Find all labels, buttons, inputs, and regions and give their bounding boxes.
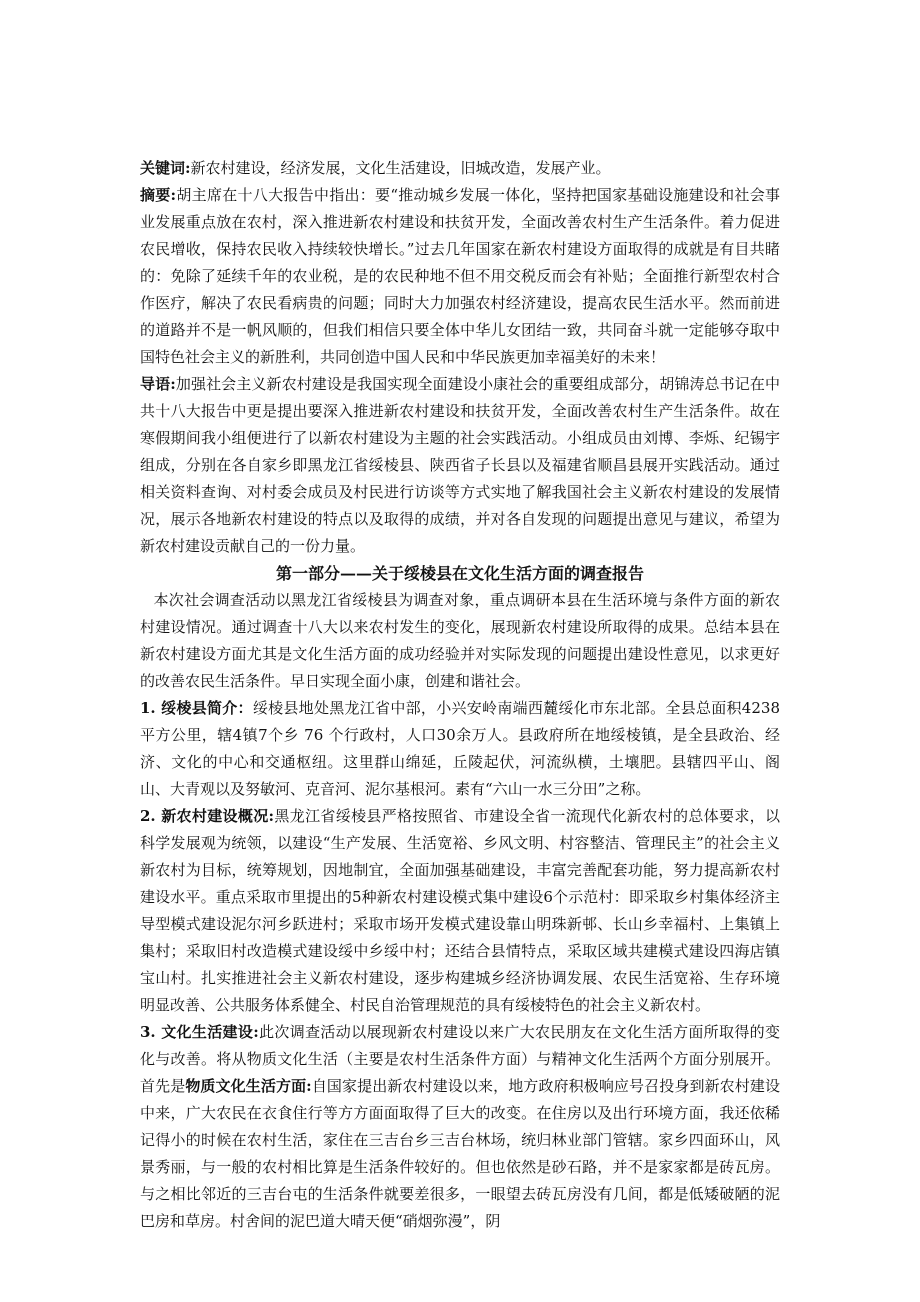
intro-label: 导语:: [140, 375, 176, 393]
county-intro-paragraph: [140, 695, 780, 803]
cultural-life-paragraph: [140, 1019, 780, 1235]
construction-overview-label: 2. 新农村建设概况:: [140, 807, 275, 825]
county-intro-label: 1. 绥棱县简介：: [140, 699, 253, 717]
keywords-paragraph: [140, 155, 780, 182]
keywords-label: 关键词:: [140, 159, 191, 177]
material-life-phrase: 物质文化生活方面:: [185, 1077, 312, 1095]
intro-text: 加强社会主义新农村建设是我国实现全面建设小康社会的重要组成部分，胡锦涛总书记在中共十八大报告中更是提出要深入推进新农村建设和扶贫开发，全面改善农村生产生活条件。故在寒假期间我小组便进行了以新农村建设为主题的社会实践活动。小组成员由刘博、李烁、纪锡宇组成，分别在各自家乡即黑龙江省绥棱县、陕西省子长县以及福建省顺昌县展开实践活动。通过相关资料查询、对村委会成员及村民进行访谈等方式实地了解我国社会主义新农村建设的发展情况，展示各地新农村建设的特点以及取得的成绩，并对各自发现的问题提出意见与建议，希望为新农村建设贡献自己的一份力量。: [140, 375, 780, 555]
cultural-life-label: 3. 文化生活建设:: [140, 1023, 259, 1041]
intro-paragraph: [140, 371, 780, 560]
keywords-text: 新农村建设，经济发展，文化生活建设，旧城改造，发展产业。: [190, 159, 611, 177]
section-lead-paragraph: 本次社会调查活动以黑龙江省绥棱县为调查对象，重点调研本县在生活环境与条件方面的新农村建设情况。通过调查十八大以来农村发生的变化，展现新农村建设所取得的成果。总结本县在新农村建设方面尤其是文化生活方面的成功经验并对实际发现的问题提出建设性意见，以求更好的改善农民生活条件。早日实现全面小康，创建和谐社会。: [140, 591, 780, 690]
abstract-label: 摘要:: [140, 186, 177, 204]
construction-overview-text: 黑龙江省绥棱县严格按照省、市建设全省一流现代化新农村的总体要求，以科学发展观为统领，以建设“生产发展、生活宽裕、乡风文明、村容整洁、管理民主”的社会主义新农村为目标，统筹规划，因地制宜，全面加强基础建设，丰富完善配套功能，努力提高新农村建设水平。重点采取市里提出的5种新农村建设模式集中建设6个示范村：即采取乡村集体经济主导型模式建设泥尔河乡跃进村；采取市场开发模式建设靠山明珠新邨、长山乡幸福村、上集镇上集村；采取旧村改造模式建设绥中乡绥中村；还结合县情特点，采取区域共建模式建设四海店镇宝山村。扎实推进社会主义新农村建设，逐步构建城乡经济协调发展、农民生活宽裕、生存环境明显改善、公共服务体系健全、村民自治管理规范的具有绥棱特色的社会主义新农村。: [140, 807, 780, 1014]
document-page: [140, 155, 780, 1235]
cultural-life-text-b: 自国家提出新农村建设以来，地方政府积极响应号召投身到新农村建设中来，广大农民在衣食住行等方方面面取得了巨大的改变。在住房以及出行环境方面，我还依稀记得小的时候在农村生活，家住在三吉台乡三吉台林场，统归林业部门管辖。家乡四面环山，风景秀丽，与一般的农村相比算是生活条件较好的。但也依然是砂石路，并不是家家都是砖瓦房。与之相比邻近的三吉台屯的生活条件就要差很多，一眼望去砖瓦房没有几间，都是低矮破陋的泥巴房和草房。村舍间的泥巴道大晴天便“硝烟弥漫”，阴: [140, 1077, 780, 1230]
abstract-text: 胡主席在十八大报告中指出：要“推动城乡发展一体化，坚持把国家基础设施建设和社会事业发展重点放在农村，深入推进新农村建设和扶贫开发，全面改善农村生产生活条件。着力促进农民增收，保持农民收入持续较快增长。”过去几年国家在新农村建设方面取得的成就是有目共睹的：免除了延续千年的农业税，是的农民种地不但不用交税反而会有补贴；全面推行新型农村合作医疗，解决了农民看病贵的问题；同时大力加强农村经济建设，提高农民生活水平。然而前进的道路并不是一帆风顺的，但我们相信只要全体中华儿女团结一致，共同奋斗就一定能够夺取中国特色社会主义的新胜利，共同创造中国人民和中华民族更加幸福美好的未来！: [140, 186, 780, 366]
cultural-life-text-a: 此次调查活动以展现新农村建设以来广大农民朋友在文化生活方面所取得的变化与改善。将从物质文化生活（主要是农村生活条件方面）与精神文化生活两个方面分别展开。首先是: [140, 1023, 781, 1095]
section-heading: 第一部分——关于绥棱县在文化生活方面的调查报告: [275, 564, 644, 583]
abstract-paragraph: [140, 182, 780, 371]
construction-overview-paragraph: [140, 803, 780, 1019]
county-intro-text: 绥棱县地处黑龙江省中部，小兴安岭南端西麓绥化市东北部。全县总面积4238平方公里，辖4镇7个乡 76 个行政村，人口30余万人。县政府所在地绥棱镇，是全县政治、经济、文化的中心和交通枢纽。这里群山绵延，丘陵起伏，河流纵横，土壤肥。县辖四平山、阁山、大青观以及努敏河、克音河、泥尔基根河。素有“六山一水三分田”之称。: [140, 699, 780, 798]
